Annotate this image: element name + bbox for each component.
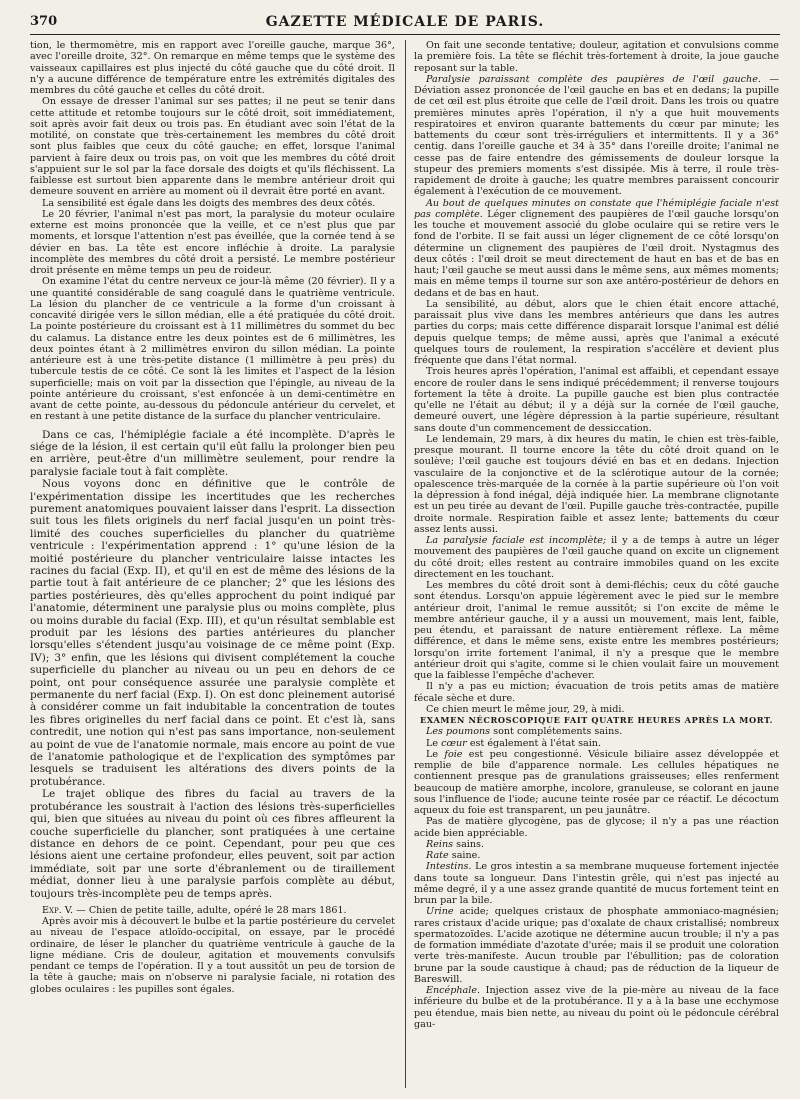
paragraph: On examine l'état du centre nerveux ce jour-là même (20 février). Il y a une quantité considérable de sang coagulé dans le quatrième ventricule. La lésion du plancher de ce ventricule a la forme d'un croissant à concavité dirigée vers le sillon médian, elle a été pratiquée du côté droit. La pointe postérieure du croissant est à 11 millimètres du sommet du bec du calamus. La distance entre les deux pointes est de 6 millimètres, les deux pointes étant à 2 millimètres environ du sillon médian. La pointe antérieure est à une très-petite distance (1 millimètre à peu près) du tubercule testis de ce côté. Ce sont là les limites et l'aspect de la lésion superficielle; mais on voit par la dissection que l'épingle, au niveau de la pointe antérieure du croissant, s'est enfoncée à un demi-centimètre en avant de cette pointe, au-dessous du pédoncule antérieur du cervelet, et en restant à une petite distance de la surface du plancher ventriculaire. (30, 276, 395, 423)
italic-term: Les poumons (426, 726, 491, 738)
section-title: EXAMEN NÉCROSCOPIQUE FAIT QUATRE HEURES APRÈS LA MORT. (419, 715, 774, 725)
paragraph (414, 198, 779, 299)
paragraph: La sensibilité est égale dans les doigts des membres des deux côtés. (42, 197, 376, 209)
paragraph: Après avoir mis à découvert le bulbe et la partie postérieure du cervelet au niveau de l'espace atloïdo-occipital, on essaye, par le procédé ordinaire, de léser le plancher du quatrième ventricule à gauche de la ligne médiane. Cris de douleur, agitation et mouvements convulsifs pendant ce temps de l'opération. Il y a tout aussitôt un peu de torsion de la tête à gauche; mais on n'observe ni paralysie faciale, ni rotation des globes oculaires : les pupilles sont égales. (30, 916, 395, 995)
italic-term: Intestins. (426, 861, 472, 873)
paragraph-text: Le (426, 737, 439, 749)
paragraph-text: est peu congestionné. Vésicule biliaire assez développée et remplie de bile d'apparence normale. Les cellules hépatiques ne contiennent presque pas de granulations graisseuses; elles renferment beaucoup de matière amorphe, incolore, granuleuse, se colorant en jaune sous l'influence de l'iode; aucune teinte rosée par ce réactif. Le décoctum aqueux du foie est transparent, un peu jaunâtre. (414, 748, 779, 816)
column-divider (405, 40, 406, 1088)
paragraph: On fait une seconde tentative; douleur, agitation et convulsions comme la première fois. La tête se fléchit très-fortement à droite, la joue gauche reposant sur la table. (414, 40, 779, 74)
paragraph-text: est également à l'état sain. (469, 737, 602, 749)
italic-term: cœur (441, 737, 467, 749)
italic-term: Encéphale. (426, 985, 481, 996)
paragraph-text: — Déviation assez prononcée de l'œil gauche en bas et en dedans; la pupille de cet œil est plus étroite que celle de l'œil droit. Dans les trois ou quatre premières minutes après l'opération, il n'y a que huit mouvements respiratoires et environ quarante battements du cœur par minute; les battements du cœur sont très-irréguliers et intermittents. Il y a 36° centig. dans l'oreille gauche et 34 à 35° dans l'oreille droite; l'animal ne cesse pas de faire entendre des gémissements de douleur lorsque la stupeur des premiers moments s'est dissipée. Mis à terre, il roule très-rapidement de droite à gauche; les quatre membres paraissent concourir également à l'exécution de ce mouvement. (414, 73, 779, 198)
paragraph-text: sains. (456, 838, 485, 850)
paragraph-text: saine. (451, 850, 481, 861)
paragraph: La sensibilité, au début, alors que le chien était encore attaché, paraissait plus vive dans les membres antérieurs que dans les autres parties du corps; mais cette différence disparait lorsque l'animal est délié depuis quelque temps; de même aussi, après que l'animal a exécuté quelques tours de roulement, la respiration s'accélère et devient plus fréquente que dans l'état normal. (414, 298, 779, 366)
paragraph: Le 20 février, l'animal n'est pas mort, la paralysie du moteur oculaire externe est moins prononcée que la veille, et ce n'est plus que par moments, et lorsque l'attention n'est pas éveillée, que la cornée tend à se dévier en bas. La tête est encore infléchie à droite. La paralysie incomplète des membres du côté droit a persisté. Le membre postérieur droit présente en même temps un peu de roideur. (30, 208, 395, 276)
italic-lead: La paralysie faciale est incomplète; (426, 535, 607, 546)
experiment-heading (30, 905, 395, 916)
paragraph: Il n'y a pas eu miction; évacuation de trois petits amas de matière fécale sèche et dure. (414, 681, 779, 704)
paragraph: Nous voyons donc en définitive que le contrôle de l'expérimentation dissipe les incertitudes que les recherches purement anatomiques pouvaient laisser dans l'esprit. La dissection suit tous les filets originels du nerf facial jusqu'en un point très-limité des couches superficielles du plancher du quatrième ventricule : l'expérimentation apprend : 1° qu'une lésion de la moitié postérieure du plancher ventriculaire laisse intactes les racines du facial (Exp. II), et qu'il en est de même des lésions de la partie tout à fait antérieure de ce plancher; 2° que les lésions des parties postérieures, dès qu'elles approchent du point indiqué par l'anatomie, déterminent une paralysie plus ou moins complète, plus ou moins durable du facial (Exp. III), et qu'un résultat semblable est produit par les lésions des parties antérieures du plancher lorsqu'elles s'étendent jusqu'au voisinage de ce même point (Exp. IV); 3° enfin, que les lésions qui divisent complétement la couche superficielle du plancher au niveau ou un peu en dehors de ce point, ont pour conséquence assurée une paralysie complète et permanente du nerf facial (Exp. I). On est donc pleinement autorisé à considérer comme un fait indubitable la concentration de toutes les fibres originelles du nerf facial dans ce point. Et c'est là, sans contredit, une notion qui n'est pas sans importance, non-seulement au point de vue de l'anatomie normale, mais encore au point de vue de l'anatomie pathologique et de l'explication des symptômes par lesquels se traduisent les altérations des divers points de la protubérance. (30, 478, 395, 788)
paragraph: Le lendemain, 29 mars, à dix heures du matin, le chien est très-faible, presque mourant. Il tourne encore la tête du côté droit quand on le soulève; l'œil gauche est toujours dévié en bas et en dedans. Injection vasculaire de la conjonctive et de la sclérotique autour de la cornée; opalescence très-marquée de la cornée à la partie supérieure où l'on voit la dépression à fond inégal, déjà indiquée hier. La membrane clignotante est un peu tirée au devant de l'œil. Pupille gauche très-contractée, pupille droite normale. Respiration faible et assez lente; battements du cœur assez lents aussi. (414, 433, 779, 535)
paragraph-text: Le gros intestin a sa membrane muqueuse fortement injectée dans toute sa longueur. Dans l'intestin grêle, qui n'est pas injecté au même degré, il y a une assez grande quantité de mucus fortement teint en brun par la bile. (414, 861, 779, 906)
paragraph (414, 985, 779, 1030)
paragraph (414, 726, 779, 737)
italic-term: Reins (426, 838, 454, 850)
experiment-title: — Chien de petite taille, adulte, opéré le 28 mars 1861. (76, 904, 347, 916)
italic-term: Rate (426, 850, 449, 861)
paragraph (414, 861, 779, 906)
experiment-label: Exp. V. (42, 904, 74, 916)
italic-term: Urine (426, 906, 454, 918)
paragraph-text: Le (426, 748, 439, 760)
paragraph-text: il y a de temps à autre un léger mouvement des paupières de l'œil gauche quand on excite un clignement du côté droit; elles restent au contraire immobiles quand on les excite directement en les touchant. (414, 535, 779, 580)
paragraph: Pas de matière glycogène, pas de glycose; il n'y a pas une réaction acide bien appréciable. (414, 816, 779, 839)
paragraph (414, 839, 779, 850)
paragraph: On essaye de dresser l'animal sur ses pattes; il ne peut se tenir dans cette attitude et retombe toujours sur le côté droit, soit immédiatement, soit après avoir fait deux ou trois pas. En étudiant avec soin l'état de la motilité, on constate que très-certainement les membres du côté droit sont plus faibles que ceux du côté gauche; en effet, lorsque l'animal parvient à faire deux ou trois pas, on voit que les membres du côté droit s'appuient sur le sol par la face dorsale des doigts et qu'ils fléchissent. La faiblesse est surtout bien apparente dans le membre antérieur droit qui demeure souvent en arrière au moment où il devrait être porté en avant. (30, 96, 395, 198)
journal-title: GAZETTE MÉDICALE DE PARIS. (265, 14, 545, 30)
paragraph: Dans ce cas, l'hémiplégie faciale a été incomplète. D'après le siége de la lésion, il est certain qu'il eût fallu la prolonger bien peu en arrière, peut-être d'un millimètre seulement, pour rendre la paralysie faciale tout à fait complète. (30, 428, 395, 478)
paragraph-text: sont complétements sains. (493, 726, 623, 738)
paragraph: Le trajet oblique des fibres du facial au travers de la protubérance les soustrait à l'action des lésions très-superficielles qui, bien que situées au niveau du point où ces fibres affleurent la couche superficielle du plancher, sont pratiquées à une certaine distance en dehors de ce point. Cependant, pour peu que ces lésions aient une certaine profondeur, elles peuvent, soit par action immédiate, soit par une sorte d'ébranlement ou de tiraillement médiat, donner lieu à une paralysie parfois complète au début, toujours très-incomplète peu de temps après. (30, 788, 395, 900)
italic-term: foie (444, 748, 463, 760)
paragraph: Les membres du côté droit sont à demi-fléchis; ceux du côté gauche sont étendus. Lorsqu'on appuie légèrement avec le pied sur le membre antérieur droit, l'animal le remue aussitôt; si l'on excite de même le membre antérieur gauche, il y a aussi un mouvement, mais lent, faible, peu étendu, et paraissant de nature entièrement réflexe. La même différence, et dans le même sens, existe entre les membres postérieurs; lorsqu'on irrite fortement l'animal, il n'y a presque que le membre antérieur droit qui s'agite, comme si le chien voulait faire un mouvement que la faiblesse l'empêche d'achever. (414, 580, 779, 681)
paragraph (414, 850, 779, 861)
right-column (414, 40, 779, 1090)
paragraph: Ce chien meurt le même jour, 29, à midi. (426, 703, 625, 715)
italic-lead: Au bout de quelques minutes on constate que l'hémiplégie faciale n'est pas complète. (414, 197, 779, 220)
paragraph-text: Léger clignement des paupières de l'œil gauche lorsqu'on les touche et mouvement associé du globe oculaire qui se retire vers le fond de l'orbite. Il se fait aussi un léger clignement de ce côté lorsqu'on détermine un clignement des paupières de l'œil droit. Nystagmus des deux côtés : l'œil droit se meut directement de haut en bas et de bas en haut; l'œil gauche se meut aussi dans le même sens, aux mêmes moments; mais en même temps il tourne sur son axe antéro-postérieur de dehors en dedans et de bas en haut. (414, 208, 779, 299)
paragraph (414, 535, 779, 580)
paragraph (414, 74, 779, 198)
paragraph: Trois heures après l'opération, l'animal est affaibli, et cependant essaye encore de rouler dans le sens indiqué précédemment; il renverse toujours fortement la tête à droite. La pupille gauche est bien plus contractée qu'elle ne l'était au début; il y a déjà sur la cornée de l'œil gauche, demeuré ouvert, une légère dépression à la partie supérieure, résultant sans doute d'un commencement de dessiccation. (414, 366, 779, 434)
paragraph (414, 749, 779, 817)
paragraph-text: Injection assez vive de la pie-mère au niveau de la face inférieure du bulbe et de la protubérance. Il y a à la base une ecchymose peu étendue, mais bien nette, au niveau du point où le pédoncule cérébral gau- (414, 985, 779, 1030)
italic-lead: Paralysie paraissant complète des paupières de l'œil gauche. (426, 73, 761, 85)
left-column (30, 40, 395, 1090)
paragraph-text: acide; quelques cristaux de phosphate ammoniaco-magnésien; rares cristaux d'acide urique; pas d'oxalate de chaux cristallisé; nombreux spermatozoïdes. L'acide azotique ne détermine aucun trouble; il n'y a pas de formation immédiate d'azotate d'urée; mais il se produit une coloration verte très-manifeste. Aucun trouble par l'ébullition; pas de coloration brune par la soude caustique à chaud; pas de réduction de la liqueur de Bareswill. (414, 906, 779, 985)
page-number: 370 (30, 14, 58, 29)
page-header (30, 14, 780, 35)
paragraph (414, 906, 779, 985)
paragraph (414, 738, 779, 749)
paragraph: tion, le thermomètre, mis en rapport avec l'oreille gauche, marque 36°, avec l'oreille droite, 32°. On remarque en même temps que le système des vaisseaux capillaires est plus injecté du côté gauche que du côté droit. Il n'y a aucune différence de température entre les extrémités digitales des membres du côté gauche et celles du côté droit. (30, 40, 395, 96)
